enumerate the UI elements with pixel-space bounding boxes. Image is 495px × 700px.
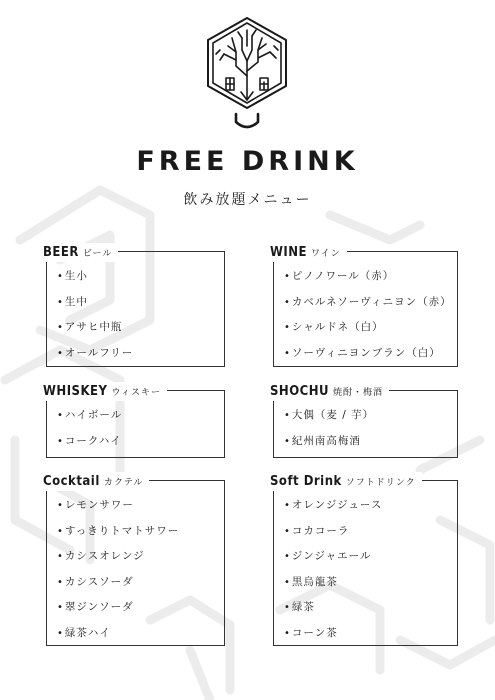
section-heading xyxy=(37,382,167,401)
section-subtitle: カクテル xyxy=(103,478,144,488)
drink-item: •コークハイ xyxy=(57,434,122,447)
drink-item: •コーン茶 xyxy=(284,626,338,639)
section-title: WINE xyxy=(270,245,308,260)
section-heading xyxy=(264,243,347,262)
drink-item: •生小 xyxy=(57,270,88,282)
drink-item: •ソーヴィニヨンブラン（白） xyxy=(284,346,441,359)
page-title: FREE DRINK xyxy=(136,146,359,177)
section-subtitle: 焼酎・梅酒 xyxy=(333,388,384,398)
drink-item: •オールフリー xyxy=(57,346,134,359)
drink-item: •ピノノワール（赤） xyxy=(284,270,395,282)
drink-item: •大偶（麦 / 芋） xyxy=(284,409,375,421)
drink-item: •カシスソーダ xyxy=(57,575,134,588)
drink-item: •緑茶ハイ xyxy=(57,626,111,639)
section-title: SHOCHU xyxy=(270,384,330,399)
drink-item: •翠ジンソーダ xyxy=(57,601,134,613)
drink-list xyxy=(284,264,452,366)
drink-item: •ジンジャエール xyxy=(284,550,372,562)
section-heading xyxy=(264,472,422,491)
drink-list xyxy=(57,493,179,646)
section-heading xyxy=(37,472,149,491)
drink-list xyxy=(284,493,382,646)
drink-item: •カシスオレンジ xyxy=(57,550,145,562)
section-subtitle: ワイン xyxy=(311,249,341,259)
drink-item: •レモンサワー xyxy=(57,499,134,511)
page-subtitle: 飲み放題メニュー xyxy=(183,192,312,208)
drink-item: •黒烏龍茶 xyxy=(284,575,338,588)
cocktail-section xyxy=(43,474,225,646)
section-title: Cocktail xyxy=(43,474,100,489)
drink-list xyxy=(57,264,133,366)
drink-item: •緑茶 xyxy=(284,601,315,613)
whiskey-section xyxy=(43,384,225,458)
drink-list xyxy=(57,403,122,454)
wine-section xyxy=(270,245,458,367)
section-subtitle: ウィスキー xyxy=(111,388,161,398)
drink-item: •すっきりトマトサワー xyxy=(57,524,180,537)
section-subtitle: ソフトドリンク xyxy=(345,478,416,488)
section-heading xyxy=(264,382,389,401)
drink-item: •コカコーラ xyxy=(284,524,350,537)
shochu-section xyxy=(270,384,458,458)
beer-section xyxy=(43,245,225,367)
drink-item: •生中 xyxy=(57,295,88,308)
soft-drink-section xyxy=(270,474,458,646)
drink-item: •アサヒ中瓶 xyxy=(57,321,123,333)
logo xyxy=(206,16,288,134)
section-title: BEER xyxy=(43,245,79,260)
section-heading xyxy=(37,243,118,262)
drink-item: •シャルドネ（白） xyxy=(284,321,384,333)
drink-item: •ハイボール xyxy=(57,409,123,421)
section-title: WHISKEY xyxy=(43,384,108,399)
section-title: Soft Drink xyxy=(270,474,342,489)
drink-item: •紀州南高梅酒 xyxy=(284,434,361,447)
drink-list xyxy=(284,403,374,454)
drink-item: •オレンジジュース xyxy=(284,499,383,511)
drink-item: •カベルネソーヴィニヨン（赤） xyxy=(284,295,452,308)
section-subtitle: ビール xyxy=(82,249,113,259)
